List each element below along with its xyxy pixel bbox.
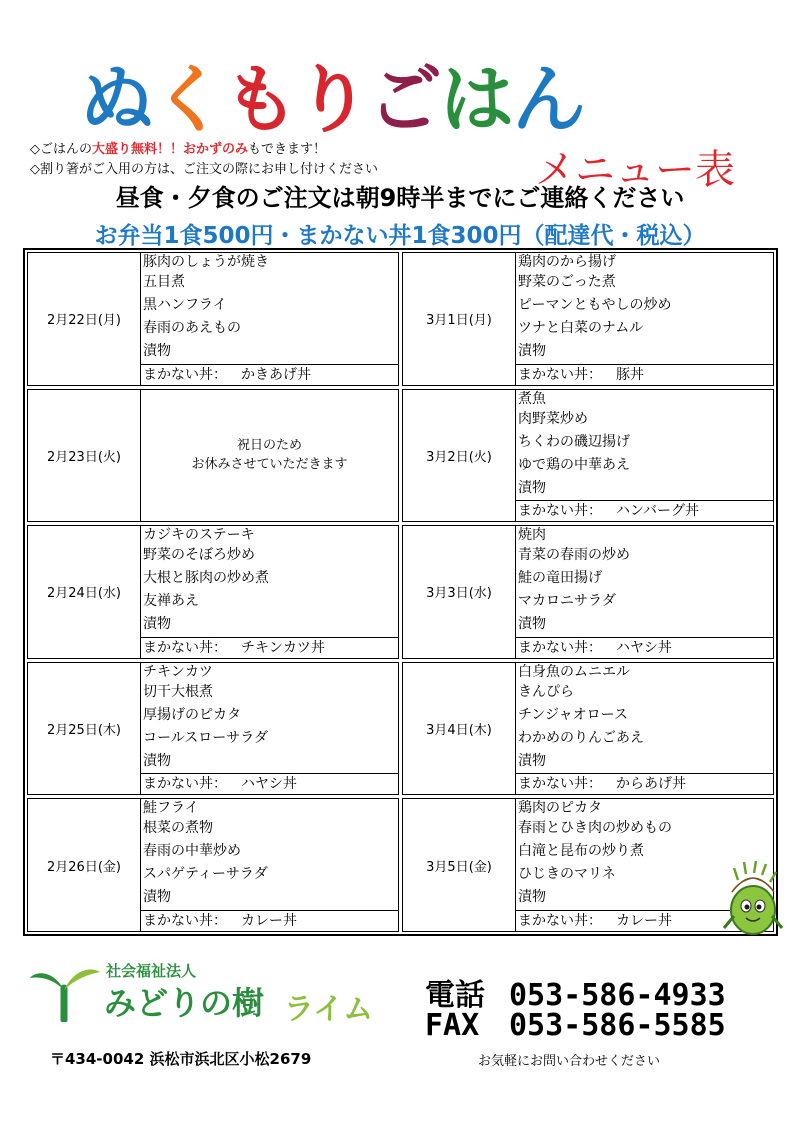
closed-notice-line: お休みさせていただきます: [191, 457, 348, 473]
menu-day: [27, 662, 399, 796]
makanai-don-row: [141, 364, 398, 385]
makanai-don-row: [516, 364, 773, 385]
phone-number[interactable]: 053-586-4933: [509, 978, 726, 1013]
note-rice-prefix: ◇ごはんの: [30, 142, 92, 157]
dish-item: 焼肉: [518, 527, 546, 544]
page-title: [80, 55, 584, 145]
page-subtitle: メニュー表: [535, 147, 735, 193]
makanai-don-value: ハヤシ丼: [241, 776, 297, 793]
notes: [30, 140, 378, 180]
makanai-don-label: まかない丼：: [518, 366, 602, 383]
dish-item: スパゲティーサラダ: [143, 866, 268, 883]
title-char: は: [440, 57, 512, 143]
makanai-don-row: [141, 637, 398, 658]
dish-item: 漬物: [143, 889, 171, 906]
dish-item: ゆで鶏の中華あえ: [518, 456, 630, 473]
makanai-don-value: ハンバーグ丼: [616, 503, 700, 520]
menu-date: 2月22日(月): [28, 253, 141, 385]
menu-items: [141, 799, 398, 931]
dish-item: ツナと白菜のナムル: [518, 320, 644, 336]
dish-item: 春雨とひき肉の炒めもの: [518, 820, 672, 837]
menu-date: 2月26日(金): [28, 799, 141, 931]
note-chopsticks: ◇割り箸がご入用の方は、ご注文の際にお申し付けください: [30, 162, 378, 177]
dish-item: ひじきのマリネ: [518, 866, 616, 883]
phone-label: 電話: [425, 978, 485, 1013]
menu-date: 2月24日(水): [28, 526, 141, 658]
dish-item: 大根と豚肉の炒め煮: [143, 570, 269, 587]
makanai-don-label: まかない丼：: [143, 639, 227, 656]
dish-item: カジキのステーキ: [143, 527, 255, 544]
dish-item: 肉野菜炒め: [518, 410, 588, 427]
menu-grid: [23, 248, 778, 936]
menu-day: [27, 252, 399, 386]
menu-date: 3月3日(水): [403, 526, 516, 658]
menu-items: [516, 663, 773, 795]
dish-item: 切干大根煮: [143, 683, 213, 700]
menu-day: [402, 389, 774, 523]
dish-item: チンジャオロース: [518, 706, 628, 723]
dish-item: マカロニサラダ: [518, 593, 616, 610]
makanai-don-label: まかない丼：: [143, 776, 227, 793]
menu-date: 3月4日(木): [403, 663, 516, 795]
dish-item: 漬物: [518, 752, 546, 769]
title-char: り: [296, 57, 368, 143]
menu-items: [516, 526, 773, 658]
org-name: みどりの樹: [104, 984, 265, 1022]
menu-day: [402, 662, 774, 796]
makanai-don-row: [516, 637, 773, 658]
note-rice: [30, 140, 378, 160]
makanai-don-value: カレー丼: [616, 913, 672, 929]
title-char: く: [152, 57, 224, 143]
dish-item: 野菜のそぼろ炒め: [143, 547, 255, 564]
makanai-don-label: まかない丼：: [143, 366, 227, 383]
dish-item: 漬物: [518, 479, 546, 496]
note-rice-highlight-free: 大盛り無料！！: [92, 142, 184, 157]
dish-item: 漬物: [143, 343, 171, 359]
makanai-don-row: [516, 500, 773, 521]
makanai-don-value: カレー丼: [241, 913, 297, 929]
dish-item: 野菜のごった煮: [518, 274, 616, 290]
dish-item: ピーマンともやしの炒め: [518, 297, 672, 313]
dish-item: 黒ハンフライ: [143, 297, 227, 313]
dish-item: 鶏肉のピカタ: [518, 800, 602, 817]
dish-item: ちくわの磯辺揚げ: [518, 433, 630, 450]
menu-items: [516, 253, 773, 385]
makanai-don-label: まかない丼：: [518, 776, 602, 793]
org-type: 社会福祉法人: [106, 962, 197, 980]
closed-notice: [141, 390, 398, 522]
sprout-logo-icon: [30, 962, 100, 1022]
fax-number: 053-586-5585: [509, 1008, 726, 1043]
makanai-don-label: まかない丼：: [518, 913, 602, 929]
dish-item: 豚肉のしょうが焼き: [143, 254, 269, 270]
menu-date: 2月23日(火): [28, 390, 141, 522]
menu-date: 2月25日(木): [28, 663, 141, 795]
dish-item: チキンカツ: [143, 663, 213, 680]
menu-items: [141, 663, 398, 795]
dish-item: きんぴら: [518, 683, 574, 700]
dish-item: 鮭フライ: [143, 800, 199, 817]
dish-item: 根菜の煮物: [143, 820, 213, 837]
makanai-don-value: 豚丼: [616, 366, 644, 383]
address: 〒434-0042 浜松市浜北区小松2679: [50, 1050, 312, 1068]
makanai-don-row: [141, 773, 398, 794]
menu-day: [27, 525, 399, 659]
menu-date: 3月5日(金): [403, 799, 516, 931]
title-char: ぬ: [80, 57, 152, 143]
dish-item: 鮭の竜田揚げ: [518, 570, 602, 587]
dish-item: 白身魚のムニエル: [518, 663, 630, 680]
makanai-don-value: かきあげ丼: [241, 366, 311, 383]
makanai-don-value: からあげ丼: [616, 776, 686, 793]
lime-mascot-icon: [718, 858, 788, 938]
dish-item: わかめのりんごあえ: [518, 729, 644, 746]
menu-items: [141, 253, 398, 385]
dish-item: 厚揚げのピカタ: [143, 706, 241, 723]
fax-label: FAX: [425, 1008, 480, 1043]
menu-items: [141, 526, 398, 658]
title-char: ご: [368, 57, 440, 143]
menu-date: 3月2日(火): [403, 390, 516, 522]
dish-item: 漬物: [518, 343, 546, 359]
note-rice-highlight-side: おかずのみ: [183, 142, 249, 157]
makanai-don-label: まかない丼：: [518, 503, 602, 520]
title-char: ん: [512, 57, 584, 143]
title-char: も: [224, 57, 296, 143]
dish-item: 青菜の春雨の炒め: [518, 547, 630, 564]
makanai-don-row: [141, 910, 398, 931]
menu-day: [402, 252, 774, 386]
dish-item: 漬物: [518, 889, 546, 906]
org-sub-name: ライム: [284, 992, 374, 1027]
menu-day: [402, 525, 774, 659]
makanai-don-label: まかない丼：: [143, 913, 227, 929]
menu-items: [516, 390, 773, 522]
dish-item: 鶏肉のから揚げ: [518, 254, 616, 270]
menu-day: [27, 798, 399, 932]
fax-contact: [425, 1008, 726, 1043]
inquiry-note: お気軽にお問い合わせください: [478, 1054, 661, 1069]
dish-item: 春雨の中華炒め: [143, 843, 241, 860]
dish-item: 漬物: [518, 616, 546, 633]
makanai-don-value: ハヤシ丼: [616, 639, 672, 656]
dish-item: 漬物: [143, 752, 171, 769]
dish-item: 五目煮: [143, 274, 185, 290]
dish-item: 友禅あえ: [143, 593, 199, 610]
dish-item: 漬物: [143, 616, 171, 633]
menu-date: 3月1日(月): [403, 253, 516, 385]
closed-notice-line: 祝日のため: [236, 438, 302, 454]
order-deadline-headline: 昼食・夕食のご注文は朝9時半までにご連絡ください: [115, 184, 685, 212]
makanai-don-value: チキンカツ丼: [241, 639, 325, 656]
note-rice-suffix: もできます！: [248, 142, 327, 157]
menu-day: [27, 389, 399, 523]
dish-item: 煮魚: [518, 390, 546, 407]
makanai-don-row: [516, 773, 773, 794]
price-line: お弁当1食500円・まかない丼1食300円（配達代・税込）: [94, 223, 706, 249]
makanai-don-label: まかない丼：: [518, 639, 602, 656]
dish-item: 白滝と昆布の炒り煮: [518, 843, 644, 860]
dish-item: 春雨のあえもの: [143, 320, 241, 336]
dish-item: コールスローサラダ: [143, 729, 269, 746]
